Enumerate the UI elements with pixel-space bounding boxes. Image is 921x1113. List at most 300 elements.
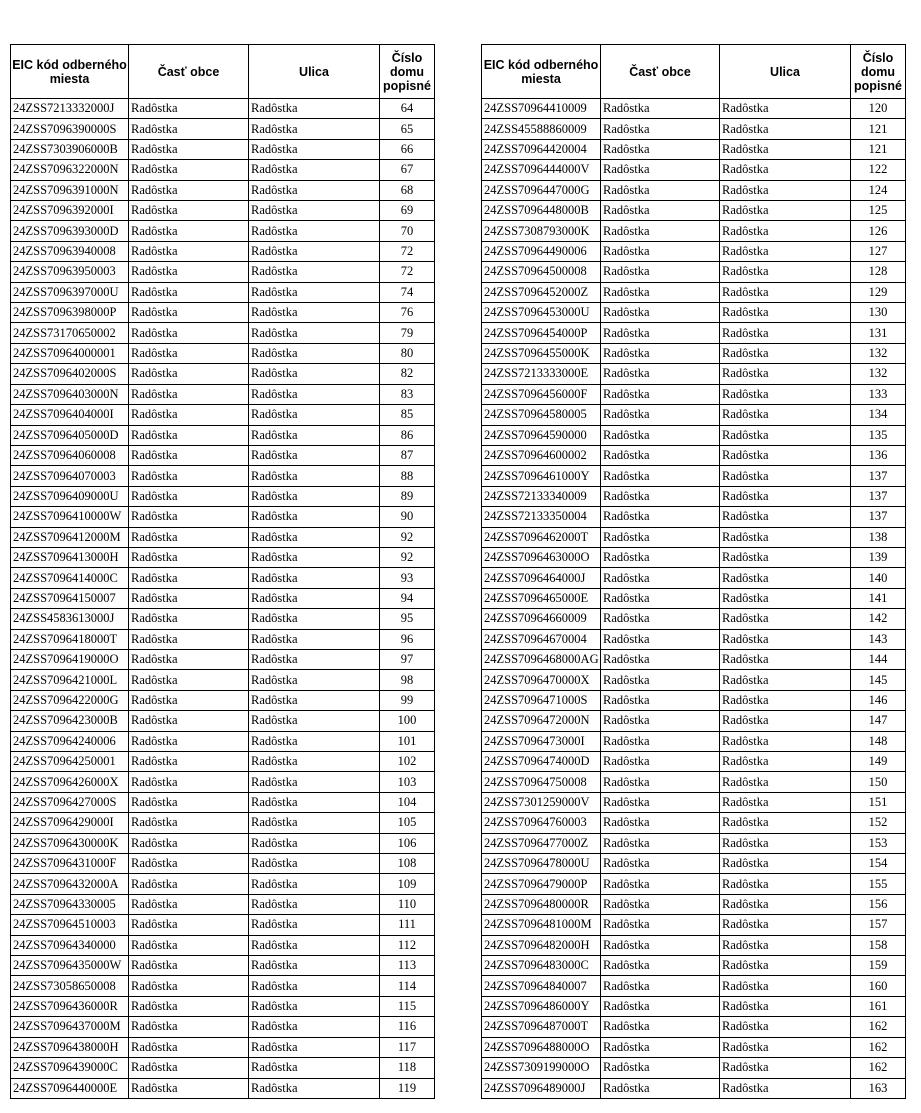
cell-part: Radôstka (129, 486, 249, 506)
cell-eic-code: 24ZSS7096479000P (482, 874, 601, 894)
cell-house-number: 134 (851, 405, 906, 425)
cell-street: Radôstka (249, 792, 380, 812)
cell-part: Radôstka (129, 201, 249, 221)
table-row (482, 792, 906, 812)
cell-eic-code: 24ZSS7096438000H (11, 1037, 129, 1057)
cell-eic-code: 24ZSS7096439000C (11, 1058, 129, 1078)
cell-part: Radôstka (129, 262, 249, 282)
cell-part: Radôstka (129, 241, 249, 261)
cell-street: Radôstka (720, 282, 851, 302)
table-row (482, 303, 906, 323)
table-row (482, 507, 906, 527)
cell-house-number: 159 (851, 956, 906, 976)
cell-eic-code: 24ZSS7096437000M (11, 1017, 129, 1037)
table-row (482, 568, 906, 588)
cell-street: Radôstka (720, 466, 851, 486)
cell-eic-code: 24ZSS70964510003 (11, 915, 129, 935)
cell-eic-code: 24ZSS7096409000U (11, 486, 129, 506)
cell-part: Radôstka (601, 343, 720, 363)
cell-part: Radôstka (601, 139, 720, 159)
cell-house-number: 160 (851, 976, 906, 996)
cell-house-number: 92 (380, 527, 435, 547)
cell-eic-code: 24ZSS7309199000O (482, 1058, 601, 1078)
cell-house-number: 85 (380, 405, 435, 425)
cell-house-number: 121 (851, 139, 906, 159)
cell-street: Radôstka (249, 915, 380, 935)
cell-house-number: 153 (851, 833, 906, 853)
cell-street: Radôstka (249, 282, 380, 302)
cell-house-number: 102 (380, 752, 435, 772)
cell-street: Radôstka (720, 180, 851, 200)
cell-street: Radôstka (249, 711, 380, 731)
cell-eic-code: 24ZSS73170650002 (11, 323, 129, 343)
cell-part: Radôstka (601, 609, 720, 629)
cell-part: Radôstka (601, 711, 720, 731)
table-row (11, 1058, 435, 1078)
cell-eic-code: 24ZSS70964750008 (482, 772, 601, 792)
cell-eic-code: 24ZSS7096474000D (482, 752, 601, 772)
cell-eic-code: 24ZSS70964070003 (11, 466, 129, 486)
cell-house-number: 72 (380, 241, 435, 261)
table-row (482, 670, 906, 690)
cell-house-number: 67 (380, 160, 435, 180)
cell-eic-code: 24ZSS7096465000E (482, 588, 601, 608)
cell-eic-code: 24ZSS7096447000G (482, 180, 601, 200)
cell-street: Radôstka (249, 486, 380, 506)
cell-house-number: 101 (380, 731, 435, 751)
cell-part: Radôstka (129, 221, 249, 241)
cell-house-number: 157 (851, 915, 906, 935)
cell-street: Radôstka (720, 609, 851, 629)
cell-eic-code: 24ZSS7096322000N (11, 160, 129, 180)
cell-part: Radôstka (601, 976, 720, 996)
cell-eic-code: 24ZSS7096486000Y (482, 996, 601, 1016)
cell-eic-code: 24ZSS70964600002 (482, 445, 601, 465)
cell-eic-code: 24ZSS70964330005 (11, 894, 129, 914)
table-row (482, 262, 906, 282)
table-row (11, 180, 435, 200)
cell-street: Radôstka (249, 813, 380, 833)
table-row (11, 445, 435, 465)
cell-eic-code: 24ZSS7213333000E (482, 364, 601, 384)
table-row (11, 629, 435, 649)
table-row (11, 956, 435, 976)
cell-eic-code: 24ZSS70964660009 (482, 609, 601, 629)
table-row (11, 241, 435, 261)
cell-house-number: 70 (380, 221, 435, 241)
cell-house-number: 163 (851, 1078, 906, 1098)
cell-house-number: 88 (380, 466, 435, 486)
cell-part: Radôstka (129, 527, 249, 547)
cell-part: Radôstka (601, 119, 720, 139)
cell-part: Radôstka (601, 180, 720, 200)
cell-house-number: 135 (851, 425, 906, 445)
cell-street: Radôstka (720, 507, 851, 527)
table-row (11, 364, 435, 384)
table-header-row (482, 45, 906, 99)
cell-house-number: 141 (851, 588, 906, 608)
table-row (11, 588, 435, 608)
cell-part: Radôstka (129, 813, 249, 833)
cell-part: Radôstka (601, 670, 720, 690)
cell-part: Radôstka (601, 874, 720, 894)
table-row (482, 609, 906, 629)
cell-house-number: 126 (851, 221, 906, 241)
cell-street: Radôstka (249, 833, 380, 853)
right-table-body (482, 99, 906, 1099)
table-row (482, 833, 906, 853)
cell-house-number: 95 (380, 609, 435, 629)
cell-house-number: 162 (851, 1037, 906, 1057)
cell-street: Radôstka (249, 262, 380, 282)
cell-street: Radôstka (720, 711, 851, 731)
cell-eic-code: 24ZSS7096473000I (482, 731, 601, 751)
cell-part: Radôstka (601, 425, 720, 445)
cell-eic-code: 24ZSS7096435000W (11, 956, 129, 976)
cell-part: Radôstka (129, 629, 249, 649)
header-street: Ulica (249, 45, 380, 99)
cell-part: Radôstka (601, 833, 720, 853)
cell-street: Radôstka (249, 588, 380, 608)
cell-eic-code: 24ZSS4583613000J (11, 609, 129, 629)
table-row (482, 649, 906, 669)
cell-house-number: 128 (851, 262, 906, 282)
table-row (11, 731, 435, 751)
cell-part: Radôstka (601, 956, 720, 976)
cell-eic-code: 24ZSS7096427000S (11, 792, 129, 812)
cell-street: Radôstka (720, 1058, 851, 1078)
table-row (11, 690, 435, 710)
table-row (11, 894, 435, 914)
cell-eic-code: 24ZSS70963940008 (11, 241, 129, 261)
cell-house-number: 161 (851, 996, 906, 1016)
cell-part: Radôstka (601, 1078, 720, 1098)
table-row (11, 1078, 435, 1098)
cell-part: Radôstka (129, 670, 249, 690)
cell-house-number: 108 (380, 854, 435, 874)
cell-part: Radôstka (601, 792, 720, 812)
cell-part: Radôstka (601, 649, 720, 669)
cell-street: Radôstka (720, 956, 851, 976)
cell-eic-code: 24ZSS72133350004 (482, 507, 601, 527)
cell-street: Radôstka (249, 343, 380, 363)
cell-house-number: 139 (851, 547, 906, 567)
cell-house-number: 149 (851, 752, 906, 772)
table-row (482, 323, 906, 343)
cell-street: Radôstka (249, 1037, 380, 1057)
cell-house-number: 140 (851, 568, 906, 588)
cell-street: Radôstka (249, 323, 380, 343)
cell-part: Radôstka (129, 976, 249, 996)
cell-house-number: 92 (380, 547, 435, 567)
cell-house-number: 76 (380, 303, 435, 323)
table-row (11, 384, 435, 404)
cell-street: Radôstka (720, 731, 851, 751)
table-row (11, 670, 435, 690)
left-eic-table (10, 44, 435, 1099)
cell-eic-code: 24ZSS70964840007 (482, 976, 601, 996)
cell-eic-code: 24ZSS7096397000U (11, 282, 129, 302)
cell-eic-code: 24ZSS7096410000W (11, 507, 129, 527)
cell-part: Radôstka (601, 547, 720, 567)
cell-part: Radôstka (129, 996, 249, 1016)
cell-part: Radôstka (601, 99, 720, 119)
cell-street: Radôstka (720, 445, 851, 465)
table-row (11, 792, 435, 812)
cell-eic-code: 24ZSS7096429000I (11, 813, 129, 833)
cell-street: Radôstka (249, 445, 380, 465)
cell-house-number: 74 (380, 282, 435, 302)
cell-part: Radôstka (129, 507, 249, 527)
cell-house-number: 132 (851, 364, 906, 384)
cell-house-number: 105 (380, 813, 435, 833)
cell-house-number: 122 (851, 160, 906, 180)
cell-eic-code: 24ZSS7096390000S (11, 119, 129, 139)
cell-part: Radôstka (601, 282, 720, 302)
table-row (482, 752, 906, 772)
cell-street: Radôstka (249, 527, 380, 547)
table-row (482, 180, 906, 200)
table-row (482, 527, 906, 547)
cell-street: Radôstka (720, 649, 851, 669)
cell-eic-code: 24ZSS7096454000P (482, 323, 601, 343)
table-row (482, 854, 906, 874)
cell-street: Radôstka (720, 792, 851, 812)
cell-eic-code: 24ZSS7096421000L (11, 670, 129, 690)
cell-part: Radôstka (601, 160, 720, 180)
table-row (482, 241, 906, 261)
cell-street: Radôstka (720, 364, 851, 384)
table-row (482, 466, 906, 486)
cell-street: Radôstka (720, 527, 851, 547)
cell-house-number: 109 (380, 874, 435, 894)
cell-part: Radôstka (129, 649, 249, 669)
cell-street: Radôstka (249, 119, 380, 139)
cell-street: Radôstka (720, 99, 851, 119)
table-row (482, 384, 906, 404)
cell-street: Radôstka (249, 303, 380, 323)
cell-street: Radôstka (249, 547, 380, 567)
table-row (11, 99, 435, 119)
cell-eic-code: 24ZSS7096488000O (482, 1037, 601, 1057)
cell-eic-code: 24ZSS70964500008 (482, 262, 601, 282)
cell-eic-code: 24ZSS7096413000H (11, 547, 129, 567)
cell-house-number: 137 (851, 507, 906, 527)
cell-part: Radôstka (129, 752, 249, 772)
cell-street: Radôstka (720, 547, 851, 567)
cell-house-number: 137 (851, 486, 906, 506)
cell-eic-code: 24ZSS72133340009 (482, 486, 601, 506)
cell-eic-code: 24ZSS7096455000K (482, 343, 601, 363)
cell-part: Radôstka (601, 1037, 720, 1057)
cell-street: Radôstka (249, 609, 380, 629)
table-row (482, 894, 906, 914)
cell-eic-code: 24ZSS45588860009 (482, 119, 601, 139)
cell-part: Radôstka (129, 956, 249, 976)
cell-eic-code: 24ZSS70964580005 (482, 405, 601, 425)
cell-house-number: 133 (851, 384, 906, 404)
cell-eic-code: 24ZSS7096461000Y (482, 466, 601, 486)
cell-house-number: 120 (851, 99, 906, 119)
cell-part: Radôstka (129, 915, 249, 935)
cell-house-number: 98 (380, 670, 435, 690)
cell-part: Radôstka (601, 445, 720, 465)
cell-house-number: 155 (851, 874, 906, 894)
cell-part: Radôstka (601, 772, 720, 792)
cell-house-number: 119 (380, 1078, 435, 1098)
cell-street: Radôstka (249, 466, 380, 486)
cell-part: Radôstka (129, 1017, 249, 1037)
table-row (482, 99, 906, 119)
cell-eic-code: 24ZSS7213332000J (11, 99, 129, 119)
cell-part: Radôstka (601, 568, 720, 588)
table-row (11, 262, 435, 282)
table-row (11, 854, 435, 874)
cell-street: Radôstka (249, 1017, 380, 1037)
cell-house-number: 132 (851, 343, 906, 363)
table-row (482, 119, 906, 139)
cell-part: Radôstka (129, 119, 249, 139)
table-row (482, 547, 906, 567)
table-row (11, 466, 435, 486)
cell-street: Radôstka (249, 854, 380, 874)
cell-street: Radôstka (249, 976, 380, 996)
cell-street: Radôstka (720, 854, 851, 874)
cell-part: Radôstka (601, 588, 720, 608)
cell-part: Radôstka (601, 752, 720, 772)
cell-house-number: 96 (380, 629, 435, 649)
header-eic: EIC kód odberného miesta (482, 45, 601, 99)
cell-street: Radôstka (720, 262, 851, 282)
table-row (11, 323, 435, 343)
cell-part: Radôstka (601, 1058, 720, 1078)
cell-house-number: 90 (380, 507, 435, 527)
cell-street: Radôstka (249, 731, 380, 751)
cell-street: Radôstka (249, 160, 380, 180)
cell-house-number: 112 (380, 935, 435, 955)
cell-eic-code: 24ZSS7096430000K (11, 833, 129, 853)
cell-house-number: 104 (380, 792, 435, 812)
cell-part: Radôstka (601, 731, 720, 751)
table-header-row (11, 45, 435, 99)
cell-house-number: 131 (851, 323, 906, 343)
cell-eic-code: 24ZSS7096426000X (11, 772, 129, 792)
cell-house-number: 124 (851, 180, 906, 200)
cell-street: Radôstka (720, 405, 851, 425)
cell-eic-code: 24ZSS7096480000R (482, 894, 601, 914)
cell-part: Radôstka (601, 935, 720, 955)
right-eic-table (481, 44, 906, 1099)
cell-eic-code: 24ZSS7096392000I (11, 201, 129, 221)
cell-eic-code: 24ZSS70964340000 (11, 935, 129, 955)
cell-house-number: 125 (851, 201, 906, 221)
cell-street: Radôstka (249, 364, 380, 384)
cell-house-number: 152 (851, 813, 906, 833)
cell-street: Radôstka (249, 568, 380, 588)
cell-eic-code: 24ZSS70964240006 (11, 731, 129, 751)
cell-house-number: 72 (380, 262, 435, 282)
table-row (482, 160, 906, 180)
cell-eic-code: 24ZSS70964250001 (11, 752, 129, 772)
cell-street: Radôstka (720, 241, 851, 261)
cell-street: Radôstka (249, 956, 380, 976)
header-eic: EIC kód odberného miesta (11, 45, 129, 99)
cell-street: Radôstka (720, 935, 851, 955)
table-row (482, 711, 906, 731)
cell-eic-code: 24ZSS7096483000C (482, 956, 601, 976)
table-row (11, 527, 435, 547)
cell-part: Radôstka (129, 160, 249, 180)
cell-house-number: 111 (380, 915, 435, 935)
cell-eic-code: 24ZSS7096440000E (11, 1078, 129, 1098)
cell-house-number: 150 (851, 772, 906, 792)
cell-part: Radôstka (601, 507, 720, 527)
cell-street: Radôstka (720, 833, 851, 853)
cell-eic-code: 24ZSS7096403000N (11, 384, 129, 404)
cell-eic-code: 24ZSS7096393000D (11, 221, 129, 241)
cell-street: Radôstka (249, 752, 380, 772)
cell-street: Radôstka (720, 139, 851, 159)
cell-part: Radôstka (601, 303, 720, 323)
cell-eic-code: 24ZSS7308793000K (482, 221, 601, 241)
cell-part: Radôstka (129, 1078, 249, 1098)
cell-part: Radôstka (129, 894, 249, 914)
cell-street: Radôstka (720, 323, 851, 343)
cell-street: Radôstka (249, 425, 380, 445)
cell-house-number: 162 (851, 1058, 906, 1078)
cell-street: Radôstka (720, 996, 851, 1016)
cell-eic-code: 24ZSS7096481000M (482, 915, 601, 935)
cell-house-number: 162 (851, 1017, 906, 1037)
cell-part: Radôstka (129, 833, 249, 853)
table-row (482, 588, 906, 608)
cell-eic-code: 24ZSS7096463000O (482, 547, 601, 567)
cell-part: Radôstka (129, 731, 249, 751)
table-row (482, 813, 906, 833)
cell-house-number: 142 (851, 609, 906, 629)
cell-street: Radôstka (249, 1078, 380, 1098)
cell-eic-code: 24ZSS7096470000X (482, 670, 601, 690)
cell-part: Radôstka (601, 690, 720, 710)
table-row (482, 772, 906, 792)
cell-eic-code: 24ZSS7096432000A (11, 874, 129, 894)
cell-part: Radôstka (129, 1058, 249, 1078)
cell-house-number: 136 (851, 445, 906, 465)
table-row (11, 201, 435, 221)
cell-eic-code: 24ZSS7301259000V (482, 792, 601, 812)
table-row (11, 976, 435, 996)
cell-eic-code: 24ZSS7096462000T (482, 527, 601, 547)
table-row (11, 507, 435, 527)
cell-street: Radôstka (720, 813, 851, 833)
cell-part: Radôstka (129, 568, 249, 588)
cell-eic-code: 24ZSS7096412000M (11, 527, 129, 547)
cell-eic-code: 24ZSS7096414000C (11, 568, 129, 588)
cell-house-number: 154 (851, 854, 906, 874)
table-row (482, 935, 906, 955)
cell-house-number: 89 (380, 486, 435, 506)
table-row (11, 547, 435, 567)
cell-eic-code: 24ZSS70964410009 (482, 99, 601, 119)
table-row (11, 833, 435, 853)
cell-house-number: 130 (851, 303, 906, 323)
cell-house-number: 100 (380, 711, 435, 731)
cell-eic-code: 24ZSS7096448000B (482, 201, 601, 221)
cell-eic-code: 24ZSS7303906000B (11, 139, 129, 159)
cell-part: Radôstka (129, 405, 249, 425)
header-number: Číslo domu popisné (380, 45, 435, 99)
cell-eic-code: 24ZSS7096405000D (11, 425, 129, 445)
